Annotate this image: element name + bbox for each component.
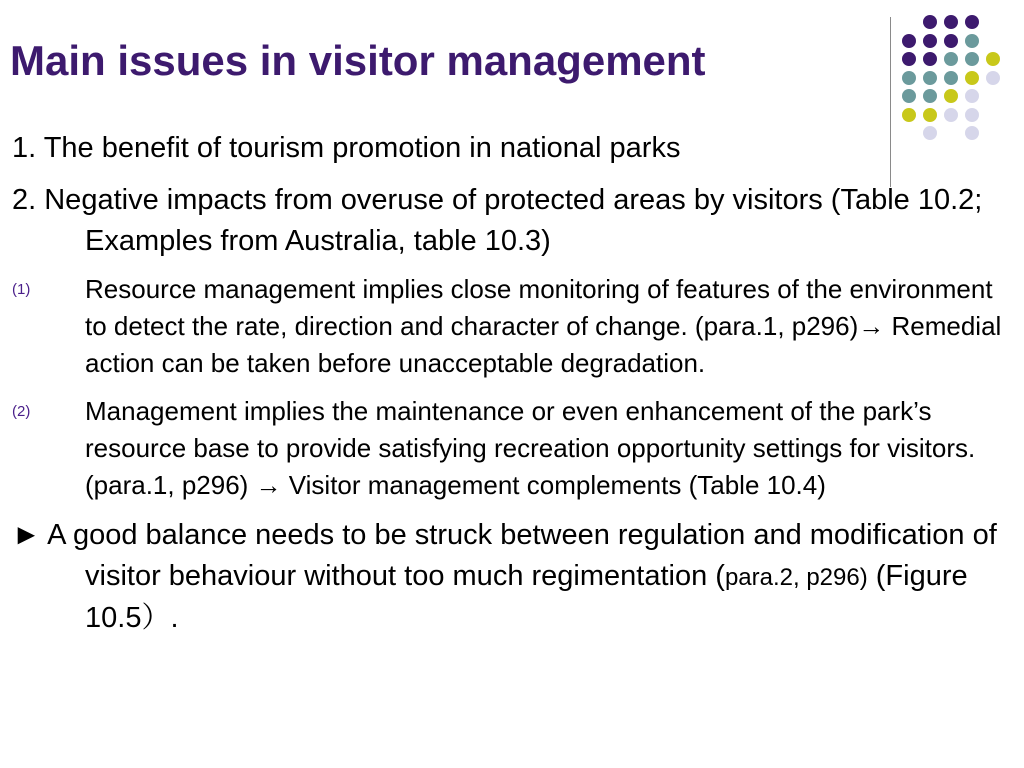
decorative-dot: [923, 71, 937, 85]
decorative-dot: [986, 52, 1000, 66]
decorative-dot: [986, 71, 1000, 85]
decorative-dot: [965, 34, 979, 48]
conclusion-tail: (Figure 10.5）.: [85, 560, 968, 634]
conclusion-ref: para.2, p296): [724, 564, 868, 591]
subpoint-text: Management implies the maintenance or even enhancement of the park’s resource base to provide satisfying recreation opportunity settings for visitors. (para.1, p296) → Visitor management complements (Table 10.4): [85, 396, 976, 500]
decorative-dot: [902, 34, 916, 48]
decorative-dot: [923, 89, 937, 103]
slide-title: Main issues in visitor management: [10, 37, 706, 84]
decorative-dot: [944, 89, 958, 103]
decorative-dot: [965, 15, 979, 29]
decorative-dot: [944, 108, 958, 122]
decorative-dot: [923, 108, 937, 122]
subpoint-1: [12, 271, 1017, 382]
subpoint-2: [12, 393, 1017, 504]
subpoint-number: (1): [12, 281, 31, 298]
decorative-dot: [923, 15, 937, 29]
decorative-dot: [902, 52, 916, 66]
slide-body: [12, 128, 1017, 648]
decorative-dot: [902, 108, 916, 122]
point-1: 1. The benefit of tourism promotion in national parks: [12, 132, 681, 164]
decorative-dot: [944, 15, 958, 29]
conclusion-lead: ► A good balance needs to be struck between regulation and modification of visitor behaviour without too much regimentation (: [12, 519, 997, 592]
decorative-dot: [965, 52, 979, 66]
subpoint-number: (2): [12, 403, 31, 420]
decorative-dot: [902, 71, 916, 85]
decorative-dot: [902, 89, 916, 103]
conclusion: [12, 515, 1017, 639]
decorative-dot: [965, 108, 979, 122]
decorative-dot: [923, 52, 937, 66]
decorative-dot: [944, 34, 958, 48]
decorative-dot: [965, 89, 979, 103]
decorative-dot: [923, 34, 937, 48]
decorative-dot: [944, 71, 958, 85]
subpoint-text: Resource management implies close monitoring of features of the environment to detect the rate, direction and character of change. (para.1, p296)→ Remedial action can be taken before unacceptable degradation.: [85, 274, 1002, 378]
decorative-dot: [965, 71, 979, 85]
point-2: 2. Negative impacts from overuse of protected areas by visitors (Table 10.2; Examples from Australia, table 10.3): [12, 184, 983, 257]
decorative-dot: [944, 52, 958, 66]
